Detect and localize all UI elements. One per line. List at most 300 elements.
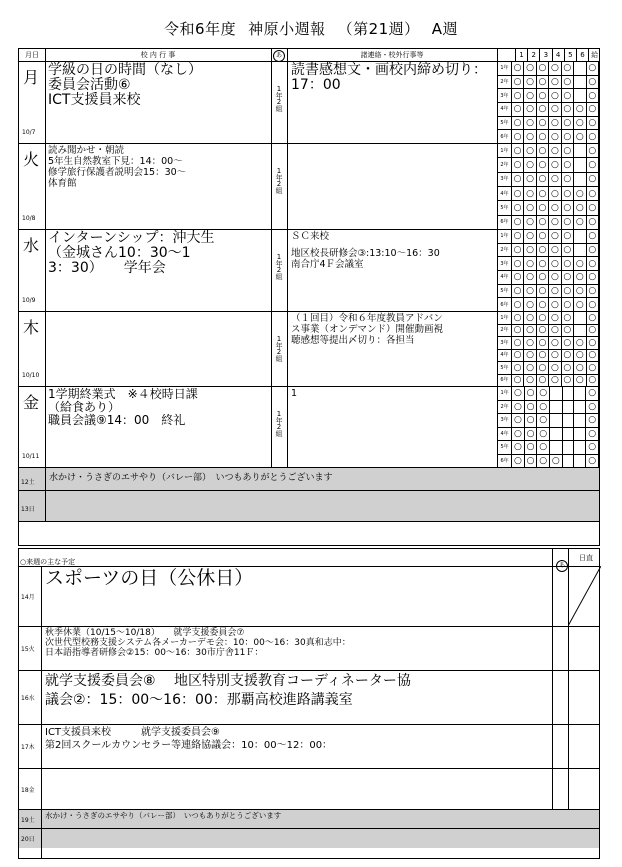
period-cell: ○ [536,324,548,337]
contact-line: 聴感想等提出〆切り：各担当 [291,335,415,346]
period-number: 1 [515,49,527,61]
schedule-row [498,284,599,298]
period-cell [549,414,562,428]
period-cell [574,414,586,428]
period-cell: ○ [536,257,548,271]
schedule-row [498,62,599,76]
event-line: 1学期終業式 ※４校時日課 [48,387,198,401]
period-cell: ○ [561,89,573,103]
period-cell: ○ [561,130,573,144]
grade-cell: 6年 [498,215,512,229]
grade-cell: 2年 [498,75,512,89]
period-cell: ○ [586,243,598,257]
contact-line: 読書感想文・画校内締め切り： [291,62,487,78]
period-cell: ○ [511,230,523,244]
next-day-label: 20日 [21,836,35,843]
period-cell [574,312,586,325]
period-cell: ○ [561,116,573,130]
period-cell: ○ [549,270,561,284]
next-day-label: 15火 [21,646,35,653]
period-cell: ○ [536,172,548,186]
period-cell: ○ [549,89,561,103]
period-cell: ○ [549,257,561,271]
period-cell: ○ [524,230,536,244]
period-cell: ○ [586,89,598,103]
schedule-row [498,349,599,362]
event-line: 体育館 [48,178,77,189]
period-cell: ○ [536,158,548,172]
contact-line: 1 [291,388,298,399]
saturday-note: 水かけ・うさぎのエサやり（バレー部） いつもありがとうございます [49,473,333,483]
school-events [48,231,270,276]
period-cell: ○ [574,186,586,200]
period-cell: ○ [549,116,561,130]
period-cell: ○ [586,414,599,428]
schedule-row [498,387,599,401]
next-day-label: 18金 [21,786,35,794]
fiscal-year: 令和6年度 [164,20,237,38]
period-cell: ○ [561,349,573,362]
schedule-row [498,144,599,158]
period-cell: ○ [586,75,598,89]
weekly-table [18,48,600,546]
period-cell: ○ [524,75,536,89]
day-name: 木 [23,318,40,337]
grade-label: 1年2組 [275,410,283,436]
period-cell [574,75,586,89]
col-contacts-header: 諸連絡・校外行事等 [360,51,424,59]
period-cell: ○ [536,362,548,375]
period-cell: ○ [549,62,561,76]
period-cell: ○ [511,337,523,350]
period-cell: ○ [561,298,573,312]
period-cell: ○ [549,312,561,325]
period-cell: ○ [574,374,586,387]
period-cell: ○ [511,270,523,284]
next-day-events [45,672,550,710]
period-number: 2 [527,49,539,61]
grade-cell: 1年 [498,62,512,76]
next-day-events [45,568,550,588]
period-cell: ○ [511,172,523,186]
schedule-row [498,130,599,144]
next-event-line: 第2回スクールカウンセラー等連絡協議会：10：00〜12：00： [45,740,333,751]
grade-cell: 4年 [498,102,512,116]
period-cell: ○ [586,215,598,229]
period-cell: ○ [524,324,536,337]
period-cell: ○ [511,75,523,89]
col-events-header: 校 内 行 事 [140,51,176,59]
grade-cell: 3年 [498,414,512,428]
grade-cell: 5年 [498,441,512,455]
period-cell: ○ [574,362,586,375]
period-cell: ○ [586,298,598,312]
next-day-events [45,726,550,752]
col-ab-header: あ [271,50,287,62]
period-schedule [497,386,599,468]
period-cell: ○ [511,284,523,298]
event-line: インターンシップ：沖大生 [48,230,215,246]
period-cell: ○ [511,89,523,103]
contacts [291,231,495,270]
period-cell: ○ [536,312,548,325]
period-cell: ○ [561,144,573,158]
schedule-row [498,186,599,200]
period-schedule [497,229,599,312]
day-date: 10/9 [22,297,36,304]
period-cell: ○ [561,62,573,76]
period-cell: ○ [537,441,550,455]
contacts [291,313,495,346]
period-cell [574,62,586,76]
period-cell: ○ [511,130,523,144]
period-cell: ○ [574,284,586,298]
period-cell: ○ [549,337,561,350]
period-schedule [497,61,599,144]
period-cell: ○ [512,427,525,441]
period-cell: ○ [586,324,598,337]
period-cell: ○ [549,201,561,215]
period-cell: ○ [536,270,548,284]
next-event-line: 就学支援委員会⑧ 地区特別支援教育コーディネーター協 [45,673,411,689]
period-cell: ○ [574,130,586,144]
period-cell: ○ [512,454,525,468]
period-schedule [497,143,599,230]
day-name: 金 [23,393,40,412]
grade-cell: 1年 [498,312,512,325]
grade-cell: 4年 [498,427,512,441]
period-cell: ○ [511,116,523,130]
period-cell: ○ [512,441,525,455]
grade-cell: 2年 [498,158,512,172]
period-cell: ○ [586,230,598,244]
sunday-row [19,490,599,521]
period-cell: ○ [561,257,573,271]
day-name: 月 [23,68,40,87]
period-cell [549,441,562,455]
event-line: 読み聞かせ・朝読 [48,145,125,156]
period-cell: ○ [574,298,586,312]
period-cell: ○ [586,400,599,414]
period-cell [562,441,574,455]
period-cell: ○ [536,144,548,158]
period-cell: ○ [586,130,598,144]
period-cell: ○ [536,215,548,229]
grade-cell: 3年 [498,257,512,271]
period-cell: ○ [561,337,573,350]
period-schedule [497,311,599,387]
period-cell: ○ [549,454,562,468]
period-cell: ○ [549,215,561,229]
period-cell: ○ [537,387,550,401]
period-cell: ○ [561,201,573,215]
grade-cell: 1年 [498,387,512,401]
grade-cell: 5年 [498,284,512,298]
contact-line: 17：00 [291,77,341,93]
period-cell: ○ [586,158,598,172]
period-cell [549,387,562,401]
grade-cell: 6年 [498,374,512,387]
period-cell: ○ [512,400,525,414]
grade-cell: 2年 [498,243,512,257]
next-event-line: 水かけ・うさぎのエサやり（バレー部） いつもありがとうございます [45,811,282,820]
contact-line: （１回目）令和６年度教員アドバン [291,313,443,324]
period-cell: ○ [561,284,573,298]
period-cell: ○ [536,230,548,244]
period-number: 6 [576,49,588,61]
period-cell: ○ [537,454,550,468]
grade-label: 1年2組 [275,253,283,279]
period-cell: ○ [511,62,523,76]
contacts [291,63,495,93]
event-line: ICT支援員来校 [48,92,141,108]
schedule-row [498,158,599,172]
period-cell: ○ [574,201,586,215]
period-cell: ○ [574,349,586,362]
period-cell: ○ [511,257,523,271]
period-cell: ○ [561,270,573,284]
period-cell: ○ [537,427,550,441]
period-cell: ○ [524,257,536,271]
period-cell: ○ [586,427,599,441]
period-cell: ○ [586,312,598,325]
period-cell: ○ [586,144,598,158]
period-number: 給 [588,49,600,61]
grade-cell: 2年 [498,324,512,337]
grade-cell: 3年 [498,172,512,186]
event-line: 修学旅行保護者説明会15：30〜 [48,167,187,178]
grade-label: 1年2組 [275,335,283,361]
next-day-label: 16水 [21,695,35,702]
schedule-row [498,270,599,284]
next-day-events [45,628,550,658]
period-cell [574,324,586,337]
period-cell: ○ [536,284,548,298]
period-cell: ○ [561,324,573,337]
grade-cell: 5年 [498,116,512,130]
period-cell: ○ [549,324,561,337]
period-cell: ○ [537,414,550,428]
period-cell: ○ [586,337,598,350]
period-cell: ○ [536,349,548,362]
period-cell: ○ [549,374,561,387]
period-cell: ○ [511,158,523,172]
next-ab-header: あ [556,552,568,572]
grade-cell: 3年 [498,89,512,103]
period-cell: ○ [536,89,548,103]
event-line: 職員会議⑨14：00 終礼 [48,413,186,427]
period-cell: ○ [512,387,525,401]
period-cell: ○ [524,130,536,144]
period-cell: ○ [561,158,573,172]
period-cell: ○ [549,243,561,257]
period-cell [549,427,562,441]
period-cell: ○ [561,312,573,325]
period-cell: ○ [536,243,548,257]
next-event-line: ICT支援員来校 就学支援委員会⑨ [45,727,221,738]
grade-cell: 2年 [498,400,512,414]
schedule-row [498,362,599,375]
event-line: （金城さん10：30〜1 [48,245,191,261]
period-cell: ○ [561,374,573,387]
ab-week: A週 [431,20,458,38]
next-event-line: 議会②：15：00〜16：00：那覇高校進路講義室 [45,692,353,708]
report-name: 神原小週報 [248,20,326,38]
schedule-row [498,454,599,468]
schedule-row [498,414,599,428]
period-cell: ○ [549,144,561,158]
period-cell [574,144,586,158]
period-number: 4 [552,49,564,61]
next-week-heading: ○来週の主な予定 [20,558,76,566]
next-event-line: スポーツの日（公休日） [45,567,254,589]
period-cell: ○ [511,374,523,387]
contacts [291,388,495,399]
grade-cell: 5年 [498,201,512,215]
period-cell: ○ [524,362,536,375]
period-cell: ○ [524,387,537,401]
next-event-line: 日本語指導者研修会②15：00〜16：30市庁舎11Ｆ： [45,648,264,658]
period-cell: ○ [524,270,536,284]
day-date: 10/7 [22,129,36,136]
period-cell: ○ [586,441,599,455]
schedule-row [498,257,599,271]
day-date: 10/11 [22,453,40,460]
grade-cell: 4年 [498,349,512,362]
period-cell: ○ [524,102,536,116]
col-date-header: 月日 [25,51,39,59]
period-cell: ○ [511,215,523,229]
saturday-label: 12土 [21,479,35,486]
period-cell [574,172,586,186]
period-cell: ○ [524,441,537,455]
period-cell: ○ [536,298,548,312]
period-cell: ○ [524,215,536,229]
next-day-label: 14月 [21,594,35,601]
period-cell: ○ [511,324,523,337]
grade-cell: 5年 [498,362,512,375]
period-cell: ○ [561,362,573,375]
duty-header: 日直 [579,554,593,562]
period-cell: ○ [586,454,599,468]
period-cell: ○ [574,215,586,229]
schedule-row [498,215,599,229]
period-cell: ○ [536,186,548,200]
period-cell: ○ [511,243,523,257]
period-cell: ○ [511,298,523,312]
period-cell: ○ [536,130,548,144]
period-cell: ○ [511,186,523,200]
period-cell: ○ [536,75,548,89]
period-cell: ○ [586,387,599,401]
schedule-row [498,75,599,89]
period-cell: ○ [561,102,573,116]
period-cell: ○ [537,400,550,414]
day-name: 水 [23,236,40,255]
period-cell [549,400,562,414]
schedule-row [498,400,599,414]
period-cell: ○ [561,172,573,186]
period-cell: ○ [536,337,548,350]
period-cell: ○ [549,158,561,172]
period-cell: ○ [586,270,598,284]
grade-cell: 1年 [498,144,512,158]
grade-label: 1年2組 [275,85,283,111]
period-cell: ○ [524,284,536,298]
schedule-row [498,324,599,337]
period-cell: ○ [586,62,598,76]
grade-cell: 4年 [498,186,512,200]
schedule-row [498,172,599,186]
schedule-row [498,116,599,130]
next-event-line: 次世代型校務支援システム各メーカーデモ会：10：00〜16：30真和志中： [45,638,351,648]
day-date: 10/8 [22,215,36,222]
period-cell: ○ [561,215,573,229]
period-cell [574,427,586,441]
period-cell: ○ [524,201,536,215]
schedule-row [498,312,599,325]
period-cell: ○ [524,427,537,441]
period-cell [574,230,586,244]
grade-cell: 4年 [498,270,512,284]
period-cell: ○ [586,374,598,387]
grade-cell: 6年 [498,130,512,144]
next-week-table [18,548,600,859]
page-title [0,18,622,39]
schedule-row [498,243,599,257]
period-cell: ○ [511,349,523,362]
duty-slash [568,566,601,626]
next-day-label: 17木 [21,744,35,751]
weekend-row [19,828,599,848]
period-cell: ○ [524,454,537,468]
period-cell: ○ [586,186,598,200]
period-cell: ○ [586,116,598,130]
period-cell: ○ [574,257,586,271]
period-cell: ○ [536,62,548,76]
period-cell: ○ [586,362,598,375]
period-cell: ○ [586,284,598,298]
period-cell: ○ [586,172,598,186]
schedule-row [498,337,599,350]
period-cell: ○ [512,414,525,428]
period-cell: ○ [524,158,536,172]
grade-cell: 3年 [498,337,512,350]
event-line: 学級の日の時間（なし） [48,62,202,78]
event-line: 3：30） 学年会 [48,260,166,276]
period-cell: ○ [549,172,561,186]
period-cell: ○ [574,102,586,116]
period-cell: ○ [524,186,536,200]
period-cell [574,400,586,414]
period-cell [562,387,574,401]
period-cell: ○ [549,102,561,116]
period-cell: ○ [524,62,536,76]
period-cell: ○ [511,102,523,116]
period-cell [574,158,586,172]
period-cell: ○ [574,116,586,130]
period-cell: ○ [561,75,573,89]
next-day-events [45,811,550,820]
period-cell [574,454,586,468]
period-cell: ○ [586,349,598,362]
period-cell: ○ [524,337,536,350]
day-name: 火 [23,150,40,169]
period-cell: ○ [511,201,523,215]
period-cell: ○ [511,144,523,158]
period-cell: ○ [524,298,536,312]
period-cell: ○ [524,374,536,387]
